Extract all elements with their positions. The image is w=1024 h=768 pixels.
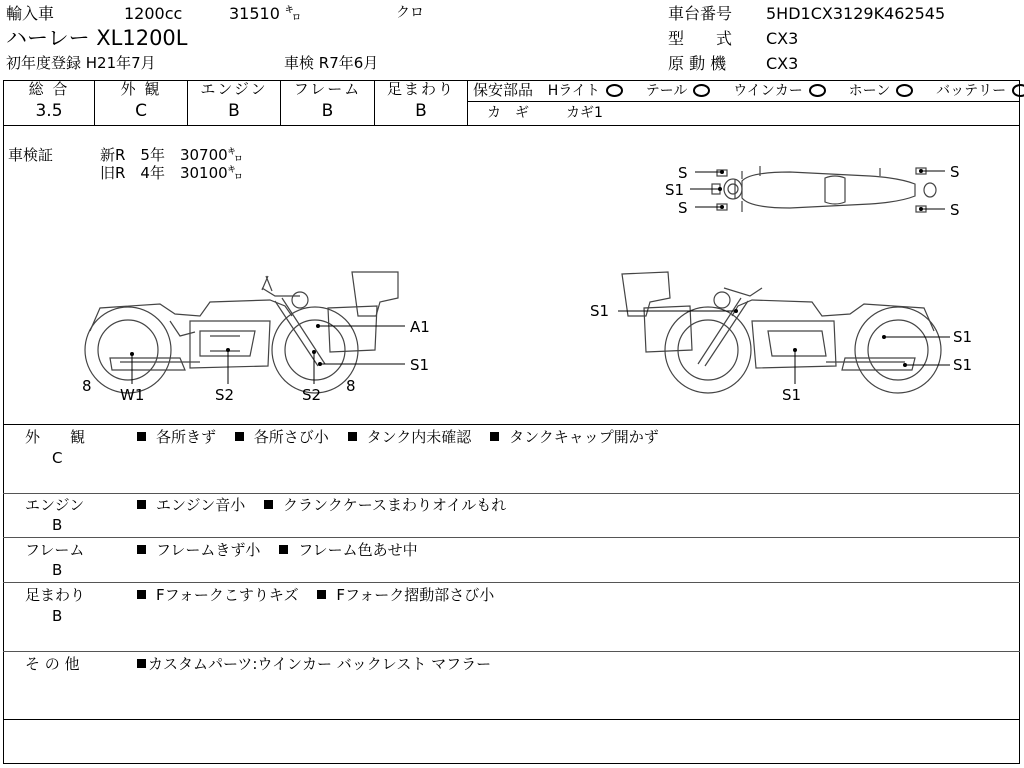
mark-right-s1-b: S1 (953, 328, 973, 346)
mark-left-s2-b: S2 (302, 386, 322, 404)
note-grade-engine: B (52, 516, 63, 534)
key-label: カ ギ (487, 105, 529, 121)
note-items-frame: フレームきず小 フレーム色あせ中 (137, 543, 432, 558)
model-type: CX3 (766, 29, 799, 48)
grade-suspension: 足まわり B (386, 80, 455, 121)
note-items-suspension: Fフォークこすりキズ Fフォーク摺動部さび小 (137, 588, 508, 603)
mark-top-s1-mid: S1 (665, 181, 685, 199)
note-category-exterior: 外 観 (25, 428, 86, 446)
mark-left-s1: S1 (410, 356, 430, 374)
note-category-frame: フレーム (25, 541, 85, 559)
safety-parts (473, 83, 1024, 99)
ok-circle-icon (1012, 84, 1024, 97)
mark-left-8-a: 8 (82, 377, 92, 395)
mark-top-s4: S (950, 201, 960, 219)
note-category-other: そ の 他 (25, 655, 80, 673)
import-label: 輸入車 (6, 4, 55, 23)
safety-parts-title: 保安部品 (473, 81, 534, 99)
mark-right-s1-d: S1 (782, 386, 802, 404)
mark-top-s1: S (678, 164, 688, 182)
displacement: 1200cc (124, 4, 183, 23)
mark-left-a1: A1 (410, 318, 430, 336)
certificate-old: 旧R 4年 30100㌔ (100, 164, 243, 182)
first-registration: 初年度登録 H21年7月 (6, 54, 156, 72)
equip-winker: ウインカー (733, 83, 826, 99)
grade-exterior: 外 観 C (120, 80, 162, 121)
equip-headlight: Hライト (548, 83, 623, 99)
equip-battery: バッテリー (936, 83, 1024, 99)
bullet-square-icon (137, 432, 146, 441)
color: クロ (396, 5, 424, 21)
mileage: 31510 ㌔ (229, 4, 301, 23)
bullet-square-icon (137, 590, 146, 599)
mark-left-8-b: 8 (346, 377, 356, 395)
equip-tail: テール (646, 83, 711, 99)
mark-left-w1: W1 (120, 386, 145, 404)
damage-diagram (0, 126, 1024, 426)
note-grade-exterior: C (52, 449, 63, 467)
bullet-square-icon (235, 432, 244, 441)
equip-horn: ホーン (849, 83, 914, 99)
engine-type: CX3 (766, 54, 799, 73)
ok-circle-icon (896, 84, 913, 97)
model-name: ハーレー XL1200L (6, 26, 188, 50)
bullet-square-icon (348, 432, 357, 441)
frame-number-label: 車台番号 (668, 4, 733, 23)
mark-left-s2-a: S2 (215, 386, 235, 404)
note-items-engine: エンジン音小 クランクケースまわりオイルもれ (137, 498, 520, 513)
ok-circle-icon (606, 84, 623, 97)
model-type-label: 型 式 (668, 29, 733, 48)
mark-right-s1-c: S1 (953, 356, 973, 374)
grade-overall: 総 合 3.5 (28, 80, 70, 121)
note-category-suspension: 足まわり (25, 586, 86, 604)
engine-type-label: 原 動 機 (668, 54, 727, 73)
bullet-square-icon (137, 500, 146, 509)
bullet-square-icon (490, 432, 499, 441)
bike-right-view (622, 272, 941, 393)
ok-circle-icon (693, 84, 710, 97)
bullet-square-icon (137, 659, 146, 668)
bullet-square-icon (264, 500, 273, 509)
bullet-square-icon (279, 545, 288, 554)
grade-frame: フレーム B (293, 80, 362, 121)
key-count: カギ1 (566, 105, 603, 121)
certificate-new: 新R 5年 30700㌔ (100, 146, 243, 164)
note-category-engine: エンジン (25, 496, 85, 514)
bullet-square-icon (137, 545, 146, 554)
note-items-exterior: 各所きず 各所さび小 タンク内未確認 タンクキャップ開かず (137, 430, 673, 445)
mark-top-s3: S (950, 163, 960, 181)
bike-top-view (712, 166, 936, 212)
frame-number: 5HD1CX3129K462545 (766, 4, 946, 23)
note-grade-suspension: B (52, 607, 63, 625)
note-grade-frame: B (52, 561, 63, 579)
mark-top-s2: S (678, 199, 688, 217)
ok-circle-icon (809, 84, 826, 97)
bullet-square-icon (317, 590, 326, 599)
note-items-other: カスタムパーツ:ウインカー バックレスト マフラー (137, 657, 505, 672)
certificate-label: 車検証 (8, 146, 54, 164)
mark-right-s1-a: S1 (590, 302, 610, 320)
inspection-date: 車検 R7年6月 (284, 54, 379, 72)
grade-engine: エンジン B (200, 80, 268, 121)
